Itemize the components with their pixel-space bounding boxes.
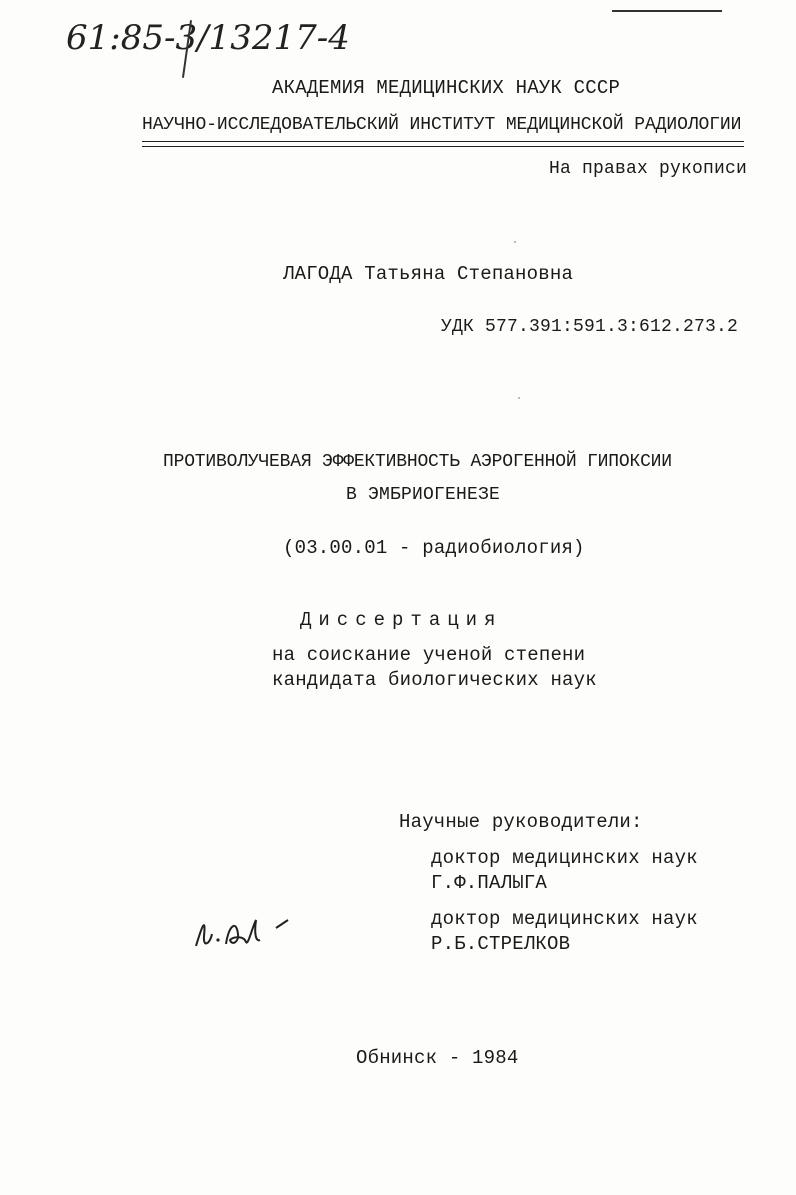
supervisor-1-title: доктор медицинских наук xyxy=(431,847,698,869)
signature-scribble xyxy=(192,906,302,956)
scan-speck xyxy=(518,397,520,399)
header-rule-1 xyxy=(142,141,744,142)
degree-line-1: на соискание ученой степени xyxy=(272,644,586,666)
city-year: Обнинск - 1984 xyxy=(356,1047,519,1069)
specialty-code: (03.00.01 - радиобиология) xyxy=(283,537,585,559)
udc-code: УДК 577.391:591.3:612.273.2 xyxy=(441,317,739,337)
author-name: ЛАГОДА Татьяна Степановна xyxy=(283,263,574,285)
institute-heading: НАУЧНО-ИССЛЕДОВАТЕЛЬСКИЙ ИНСТИТУТ МЕДИЦИНСКОЙ РАДИОЛОГИИ xyxy=(142,115,742,135)
document-type: Диссертация xyxy=(300,609,503,631)
degree-line-2: кандидата биологических наук xyxy=(272,669,597,691)
header-rule-2 xyxy=(142,146,744,147)
supervisor-2-title: доктор медицинских наук xyxy=(431,908,698,930)
corner-mark xyxy=(612,10,722,12)
manuscript-rights: На правах рукописи xyxy=(549,159,748,179)
supervisor-1-name: Г.Ф.ПАЛЫГА xyxy=(431,872,548,894)
archive-number: 61:85-3/13217-4 xyxy=(66,18,350,58)
title-line-2: В ЭМБРИОГЕНЕЗЕ xyxy=(346,485,501,505)
author-signature xyxy=(192,906,302,965)
supervisors-label: Научные руководители: xyxy=(399,811,643,833)
title-line-1: ПРОТИВОЛУЧЕВАЯ ЭФФЕКТИВНОСТЬ АЭРОГЕННОЙ ГИПОКСИИ xyxy=(163,452,672,472)
academy-heading: АКАДЕМИЯ МЕДИЦИНСКИХ НАУК СССР xyxy=(272,77,621,99)
scan-speck xyxy=(514,241,516,243)
supervisor-2-name: Р.Б.СТРЕЛКОВ xyxy=(431,933,571,955)
